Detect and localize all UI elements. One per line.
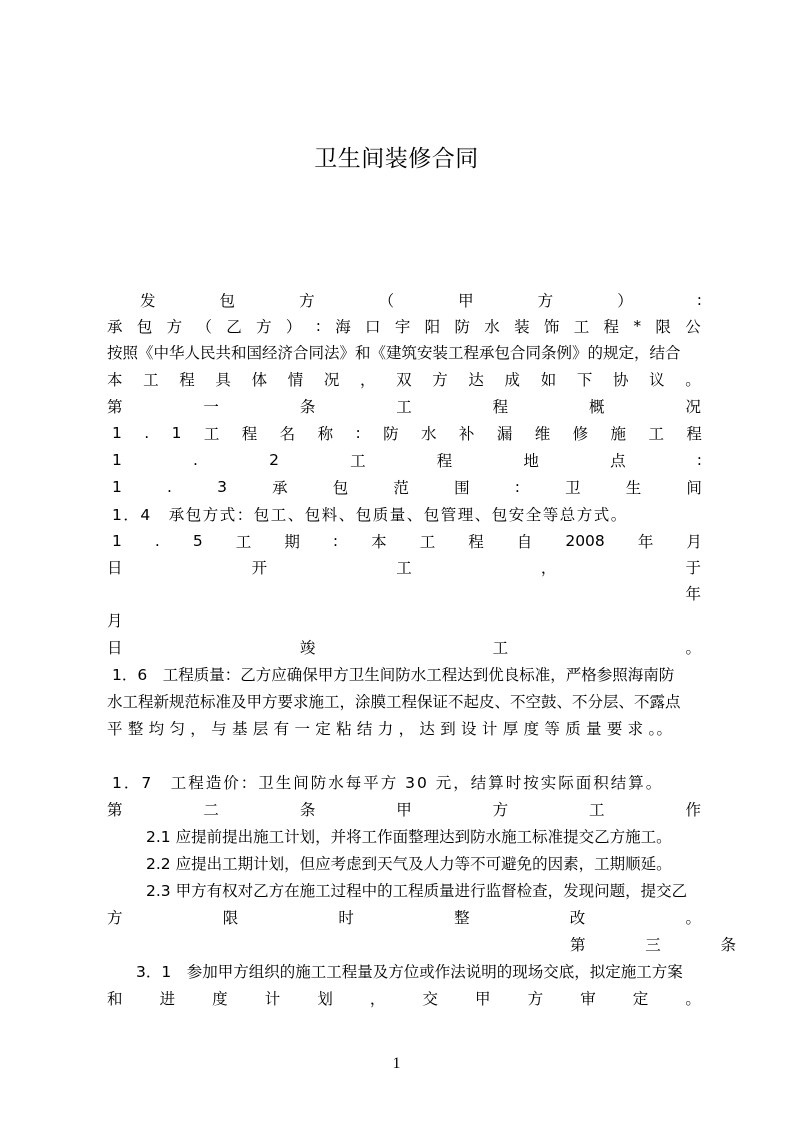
text-token: .	[193, 451, 198, 469]
text-token: 程	[241, 425, 258, 443]
text-token: 工	[589, 801, 605, 819]
article-2-heading	[107, 797, 701, 821]
text-token: 工	[350, 452, 366, 470]
text-token: :	[696, 451, 702, 469]
item-1-6-quality-cont: 水工程新规范标准及甲方要求施工，涂膜工程保证不起皮、不空鼓、不分层、不露点	[107, 693, 681, 711]
text-token: 成	[504, 371, 521, 389]
text-token: 。	[685, 639, 701, 657]
item-2-2: 2.2 应提出工期计划，但应考虑到天气及人力等不可避免的因素，工期顺延。	[146, 855, 672, 873]
text-token: 概	[589, 398, 605, 416]
text-token: *	[633, 317, 642, 335]
text-token: 审	[580, 990, 596, 1008]
item-1-1-project-name	[112, 421, 702, 445]
text-token: 工	[573, 318, 590, 336]
page-number: 1	[392, 1055, 401, 1072]
text-token: 间	[686, 479, 702, 497]
text-token: 一	[203, 398, 219, 416]
text-token: 本	[107, 371, 123, 389]
text-token: 条	[720, 936, 736, 954]
text-token: 卫	[565, 479, 581, 497]
text-token: （	[196, 318, 212, 336]
text-token: 定	[632, 990, 649, 1008]
text-token: 和	[107, 990, 123, 1008]
item-1-5-completion-line	[107, 635, 701, 659]
text-token: 年	[637, 533, 654, 551]
text-token: 工	[235, 533, 252, 551]
text-token: 计	[264, 990, 281, 1008]
text-token: 称	[317, 425, 334, 443]
text-token: 范	[393, 479, 409, 497]
item-1-6-quality: 1．6 工程质量：乙方应确保甲方卫生间防水工程达到优良标准，严格参照海南防	[112, 666, 675, 684]
text-token: （	[378, 292, 395, 310]
text-token: 生	[625, 479, 642, 497]
text-token: .	[167, 478, 172, 496]
text-token: 承	[107, 318, 123, 336]
text-token: :	[332, 532, 339, 550]
text-token: :	[514, 478, 520, 496]
text-token: 程	[686, 425, 702, 443]
text-token: 双	[396, 371, 412, 389]
party-b-line	[107, 314, 701, 338]
text-token: 宇	[394, 318, 411, 336]
text-token: 第	[107, 398, 123, 416]
text-token: 工	[419, 533, 436, 551]
text-token: 工	[143, 371, 159, 389]
text-token: :	[696, 291, 702, 309]
text-token: 自	[516, 533, 533, 551]
text-token: 协	[612, 371, 629, 389]
item-2-3: 2.3 甲方有权对乙方在施工过程中的工程质量进行监督检查，发现问题，提交乙	[146, 882, 688, 900]
page-title: 卫生间装修合同	[314, 146, 479, 172]
text-token: :	[355, 424, 361, 442]
text-token: 三	[645, 936, 661, 954]
text-token: 方	[107, 909, 123, 927]
text-token: 工	[492, 639, 509, 657]
text-token: 时	[338, 909, 354, 927]
text-token: 水	[421, 425, 437, 443]
text-token: 2	[269, 451, 279, 469]
text-token: 整	[454, 909, 470, 927]
text-token: 3	[217, 478, 227, 496]
text-token: 本	[371, 533, 387, 551]
text-token: 交	[422, 990, 438, 1008]
text-token: 开	[251, 559, 268, 577]
text-token: 改	[569, 909, 586, 927]
text-token: 达	[468, 371, 484, 389]
article-1-heading	[107, 394, 701, 418]
text-token: .	[154, 532, 160, 550]
text-token: 承	[272, 479, 288, 497]
text-token: 阳	[424, 318, 441, 336]
text-token: ，	[369, 990, 386, 1008]
text-token: 维	[534, 425, 551, 443]
text-token: .	[144, 424, 150, 442]
text-token: 甲	[458, 292, 474, 310]
text-token: 情	[287, 371, 304, 389]
party-a-line	[140, 288, 702, 312]
text-token: 日	[107, 639, 123, 657]
text-token: 方	[527, 990, 544, 1008]
text-token: 施	[610, 425, 627, 443]
text-token: 议	[649, 371, 665, 389]
item-3-1-cont	[107, 986, 701, 1010]
text-token: 补	[458, 425, 475, 443]
text-token: 地	[523, 452, 539, 470]
text-token: 方	[537, 292, 554, 310]
text-token: 程	[179, 371, 195, 389]
text-token: 甲	[396, 801, 412, 819]
text-token: ，	[359, 371, 376, 389]
text-token: 。	[685, 909, 701, 927]
text-token: 日	[107, 559, 123, 577]
item-1-5-month-line	[107, 608, 701, 632]
item-1-3-contract-scope	[112, 475, 702, 499]
text-token: 方	[256, 318, 272, 336]
text-token: 发	[140, 292, 156, 310]
item-2-3-cont	[107, 905, 701, 929]
text-token: 防	[383, 425, 399, 443]
text-token: 划	[317, 990, 333, 1008]
text-token: 包	[136, 318, 153, 336]
contract-basis-cont-line	[107, 367, 701, 391]
text-token: 修	[572, 425, 589, 443]
text-token: 方	[166, 318, 183, 336]
text-token: 点	[610, 452, 626, 470]
text-token: 况	[323, 371, 340, 389]
item-1-6-quality-end: 平 整 均 匀 ， 与 基 层 有 一 定 粘 结 力 ， 达 到 设 计 厚 度 等 质 量 要 求 。。	[107, 720, 673, 738]
text-token: 海	[335, 318, 351, 336]
text-token: 体	[251, 371, 268, 389]
text-token: 条	[299, 398, 316, 416]
text-token: 程	[492, 398, 509, 416]
text-token: ）	[617, 292, 633, 310]
text-token: 1	[112, 532, 122, 550]
text-token: 水	[484, 318, 500, 336]
text-token: 2008	[565, 532, 605, 550]
text-token: 。	[685, 371, 701, 389]
item-1-5-start-line	[107, 555, 701, 579]
text-token: 第	[570, 936, 586, 954]
text-token: 于	[685, 559, 701, 577]
item-1-2-project-location	[112, 448, 702, 472]
text-token: 乙	[226, 318, 242, 336]
text-token: 工	[648, 425, 664, 443]
text-token: 下	[576, 371, 593, 389]
text-token: 竣	[299, 639, 316, 657]
text-token: 限	[655, 318, 671, 336]
text-token: 口	[365, 318, 381, 336]
contract-basis-line: 按照《中华人民共和国经济合同法》和《建筑安装工程承包合同条例》的规定，结合	[107, 344, 681, 362]
text-token: 具	[215, 371, 231, 389]
text-token: 月	[686, 533, 702, 551]
text-token: 1	[112, 424, 122, 442]
item-2-1: 2.1 应提前提出施工计划，并将工作面整理达到防水施工标准提交乙方施工。	[146, 828, 672, 846]
text-token: 1	[112, 451, 122, 469]
item-1-7-price: 1．7 工程造价：卫生间防水每平方 30 元，结算时按实际面积结算。	[112, 774, 664, 792]
text-token: :	[315, 317, 321, 335]
text-token: 限	[222, 909, 239, 927]
text-token: 进	[159, 990, 176, 1008]
text-token: 1	[112, 478, 122, 496]
text-token: 漏	[496, 425, 513, 443]
item-1-5-year-line	[107, 581, 701, 605]
text-token: 条	[299, 801, 316, 819]
article-3-heading	[570, 932, 736, 956]
text-token: 1	[171, 424, 182, 442]
item-1-4-contract-method: 1．4 承包方式：包工、包料、包质量、包管理、包安全等总方式。	[112, 506, 628, 524]
item-3-1: 3．1 参加甲方组织的施工工程量及方位或作法说明的现场交底，拟定施工方案	[136, 963, 683, 981]
text-token: 程	[603, 318, 620, 336]
text-token: ，	[540, 559, 557, 577]
text-token: 围	[454, 479, 470, 497]
text-token: ）	[285, 318, 302, 336]
text-token: 包	[332, 479, 349, 497]
text-token: 第	[107, 801, 123, 819]
text-token: 月	[107, 612, 123, 630]
text-token: 度	[212, 990, 228, 1008]
text-token: 工	[396, 398, 412, 416]
text-token: 甲	[475, 990, 491, 1008]
text-token: 名	[279, 425, 296, 443]
text-token: 5	[192, 532, 203, 550]
text-token: 二	[203, 801, 219, 819]
text-token: 工	[396, 559, 412, 577]
text-token: 防	[454, 318, 470, 336]
text-token: 程	[436, 452, 453, 470]
text-token: 装	[514, 318, 530, 336]
text-token: 方	[492, 801, 509, 819]
text-token: 方	[432, 371, 448, 389]
text-token: 。	[685, 990, 701, 1008]
text-token: 饰	[543, 318, 560, 336]
text-token: 程	[468, 533, 484, 551]
text-token: 公	[685, 318, 701, 336]
text-token: 况	[685, 398, 701, 416]
text-token: 包	[219, 292, 236, 310]
text-token: 期	[284, 533, 300, 551]
text-token: 如	[540, 371, 557, 389]
item-1-5-duration	[112, 529, 702, 553]
text-token: 年	[685, 585, 701, 603]
text-token: 工	[203, 425, 220, 443]
text-token: 作	[685, 801, 701, 819]
text-token: 方	[299, 292, 315, 310]
